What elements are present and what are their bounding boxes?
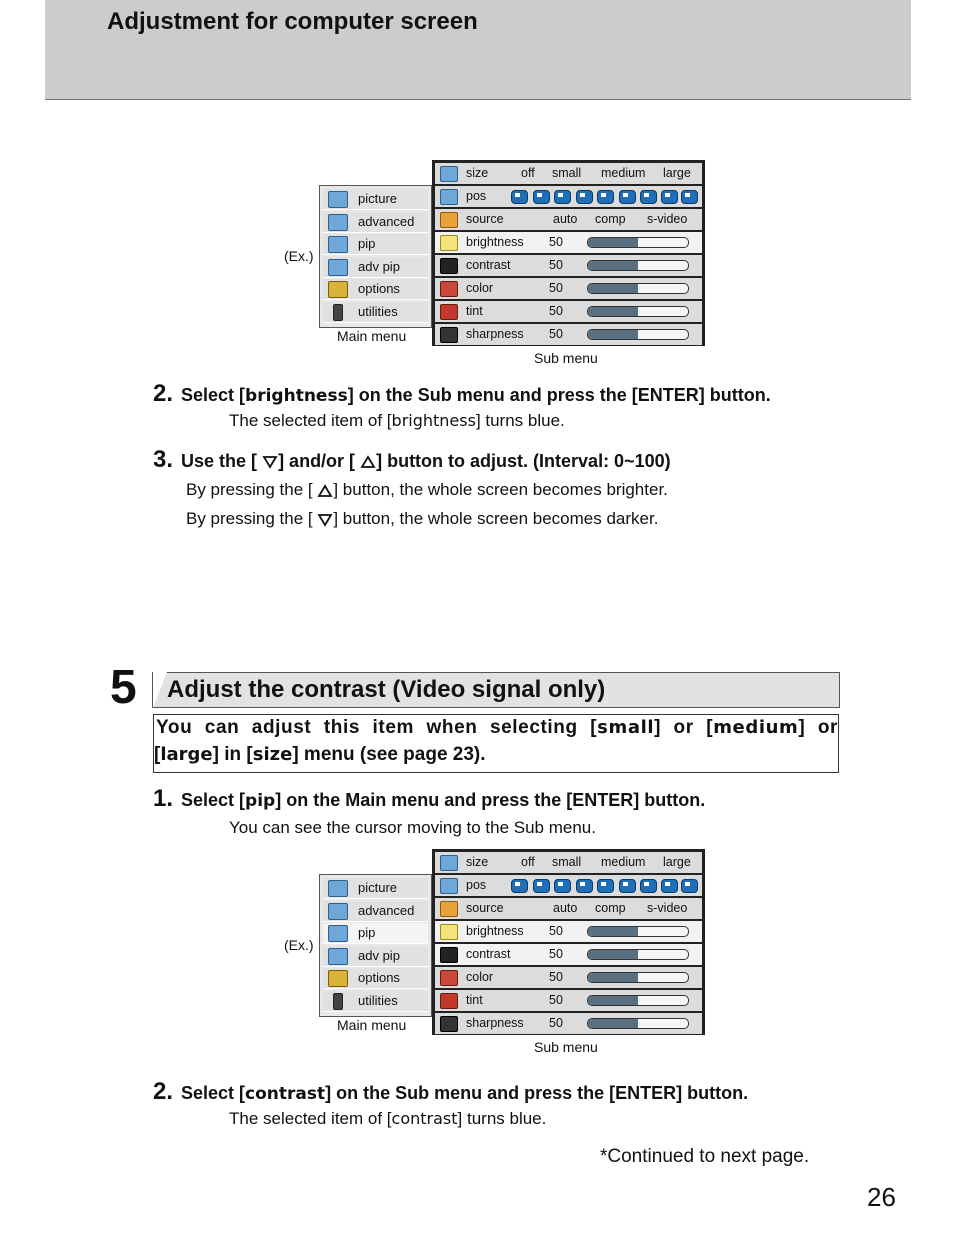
step-number: 2. (153, 1078, 174, 1105)
step-description (229, 1109, 546, 1129)
source-icon (440, 901, 458, 917)
row-label: tint (466, 304, 483, 318)
menu-item-label: pip (358, 925, 376, 940)
color-icon (440, 970, 458, 986)
row-label: size (466, 166, 489, 180)
row-label: sharpness (466, 1016, 524, 1030)
main-menu-item-adv-pip[interactable] (323, 257, 428, 278)
tint-slider[interactable] (587, 995, 689, 1006)
step-2-brightness (153, 380, 771, 408)
row-value: 50 (549, 1016, 563, 1030)
slider-fill (588, 996, 638, 1005)
source-option-auto[interactable]: auto (553, 212, 578, 226)
row-label: sharpness (466, 327, 524, 341)
desc-text: ] turns blue. (475, 411, 565, 430)
contrast-icon (440, 258, 458, 274)
slider-fill (588, 1019, 638, 1028)
sharpness-icon (440, 327, 458, 343)
sub-menu-row-sharpness[interactable] (435, 1013, 702, 1034)
desc-text: By pressing the [ (186, 509, 313, 528)
pos-button-icon[interactable] (576, 190, 593, 204)
pip-icon (328, 236, 348, 253)
step-text: Select [ (181, 790, 246, 810)
size-option-off[interactable]: off (521, 855, 535, 869)
menu-item-label: options (358, 281, 400, 296)
sub-menu-row-size[interactable] (435, 852, 702, 873)
step-text: Use the [ (181, 451, 258, 471)
main-menu-item-options[interactable] (323, 968, 428, 989)
menu-item-label: advanced (358, 903, 415, 918)
pos-button-icon[interactable] (681, 879, 698, 893)
tint-icon (440, 304, 458, 320)
desc-text: ] button, the whole screen becomes brighter. (333, 480, 668, 499)
step-number: 2. (153, 380, 174, 407)
sub-menu (432, 160, 705, 346)
note-text: ] or (798, 717, 839, 738)
advanced-icon (328, 214, 348, 231)
tint-icon (440, 993, 458, 1009)
slider-fill (588, 238, 638, 247)
sub-menu-row-tint[interactable] (435, 301, 702, 322)
note-text: You can adjust this item when selecting [ (156, 717, 598, 738)
adv-pip-icon (328, 948, 348, 965)
main-menu-item-utilities[interactable] (323, 991, 428, 1012)
sharpness-slider[interactable] (587, 1018, 689, 1029)
pos-button-icon[interactable] (511, 190, 528, 204)
note-text: ] in [ (212, 744, 253, 765)
step-text: ] button to adjust. (Interval: 0~100) (376, 451, 671, 471)
section-title: Adjust the contrast (Video signal only) (167, 676, 606, 703)
pos-button-icon[interactable] (511, 879, 528, 893)
pip-icon (328, 925, 348, 942)
main-menu-caption: Main menu (337, 328, 407, 344)
step-text: ] on the Sub menu and press the [ENTER] button. (347, 385, 771, 405)
contrast-slider[interactable] (587, 260, 689, 271)
brightness-slider[interactable] (587, 926, 689, 937)
row-label: color (466, 281, 494, 295)
row-label: size (466, 855, 489, 869)
source-option-s-video[interactable]: s-video (647, 901, 688, 915)
sharpness-slider[interactable] (587, 329, 689, 340)
step-item: contrast (245, 1084, 326, 1104)
size-option-small[interactable]: small (552, 855, 582, 869)
slider-fill (588, 330, 638, 339)
size-option-off[interactable]: off (521, 166, 535, 180)
note-item: small (597, 717, 655, 738)
pos-button-icon[interactable] (661, 879, 678, 893)
pos-button-icon[interactable] (640, 190, 657, 204)
step-item: pip (245, 791, 276, 811)
slider-fill (588, 950, 638, 959)
row-value: 50 (549, 993, 563, 1007)
pos-button-icon[interactable] (533, 190, 550, 204)
color-slider[interactable] (587, 283, 689, 294)
main-menu-item-adv-pip[interactable] (323, 946, 428, 967)
row-value: 50 (549, 304, 563, 318)
step-item: brightness (245, 386, 348, 406)
sub-menu-row-color[interactable] (435, 967, 702, 988)
options-icon (328, 970, 348, 987)
main-menu-caption: Main menu (337, 1017, 407, 1033)
slider-fill (588, 973, 638, 982)
sharpness-icon (440, 1016, 458, 1032)
row-label: contrast (466, 258, 511, 272)
desc-text: By pressing the [ (186, 480, 313, 499)
source-option-comp[interactable]: comp (595, 212, 626, 226)
main-menu-item-pip[interactable] (323, 923, 428, 944)
size-option-large[interactable]: large (663, 166, 691, 180)
row-label: tint (466, 993, 483, 1007)
pos-button-icon[interactable] (533, 879, 550, 893)
main-menu (319, 874, 432, 1017)
pos-button-icon[interactable] (554, 879, 571, 893)
contrast-slider[interactable] (587, 949, 689, 960)
menu-item-label: options (358, 970, 400, 985)
size-option-large[interactable]: large (663, 855, 691, 869)
source-option-auto[interactable]: auto (553, 901, 578, 915)
note-line (156, 717, 838, 739)
step-description: You can see the cursor moving to the Sub menu. (229, 818, 596, 837)
row-label: source (466, 212, 504, 226)
sub-menu-row-brightness[interactable] (435, 921, 702, 942)
note-item: medium (713, 717, 799, 738)
size-icon (440, 166, 458, 182)
sub-menu-row-tint[interactable] (435, 990, 702, 1011)
tint-slider[interactable] (587, 306, 689, 317)
up-triangle-icon (317, 484, 333, 498)
down-triangle-icon (262, 455, 278, 469)
example-label: (Ex.) (284, 248, 314, 264)
desc-text: ] button, the whole screen becomes darker. (333, 509, 659, 528)
color-icon (440, 281, 458, 297)
pos-button-icon[interactable] (554, 190, 571, 204)
note-line (154, 744, 486, 766)
section-heading (152, 672, 840, 708)
menu-item-label: picture (358, 191, 398, 206)
brightness-sun-icon (440, 924, 458, 940)
menu-item-label: adv pip (358, 948, 400, 963)
row-value: 50 (549, 327, 563, 341)
row-label: source (466, 901, 504, 915)
continued-note: *Continued to next page. (600, 1146, 810, 1167)
main-menu-item-pip[interactable] (323, 234, 428, 255)
page-title: Adjustment for computer screen (107, 8, 478, 35)
sub-menu-row-pos[interactable] (435, 186, 702, 207)
main-menu (319, 185, 432, 328)
main-menu-item-picture[interactable] (323, 189, 428, 210)
menu-item-label: utilities (358, 993, 398, 1008)
brightness-sun-icon (440, 235, 458, 251)
slider-fill (588, 261, 638, 270)
main-menu-item-advanced[interactable] (323, 212, 428, 233)
row-label: brightness (466, 924, 524, 938)
slider-fill (588, 927, 638, 936)
page-number: 26 (867, 1182, 896, 1212)
down-button-description (186, 509, 658, 529)
pos-button-icon[interactable] (597, 190, 614, 204)
up-triangle-icon (360, 455, 376, 469)
menu-item-label: advanced (358, 214, 415, 229)
note-box (153, 714, 839, 773)
pos-button-icon[interactable] (576, 879, 593, 893)
row-value: 50 (549, 258, 563, 272)
desc-text: The selected item of [ (229, 1109, 392, 1128)
step-text: ] on the Main menu and press the [ENTER] button. (275, 790, 706, 810)
step-text: Select [ (181, 1083, 246, 1103)
desc-item: contrast (391, 1109, 458, 1128)
adv-pip-icon (328, 259, 348, 276)
menu-item-label: utilities (358, 304, 398, 319)
sub-menu-row-source[interactable] (435, 898, 702, 919)
sub-menu-row-size[interactable] (435, 163, 702, 184)
pos-button-icon[interactable] (619, 190, 636, 204)
brightness-slider[interactable] (587, 237, 689, 248)
step-2-contrast (153, 1078, 748, 1106)
menu-figure (284, 849, 704, 1059)
contrast-icon (440, 947, 458, 963)
step-number: 3. (153, 446, 174, 473)
note-text: [ (154, 744, 161, 765)
slider-fill (588, 284, 638, 293)
menu-figure (284, 160, 704, 370)
picture-icon (328, 880, 348, 897)
pos-button-icon[interactable] (640, 879, 657, 893)
step-text: ] on the Sub menu and press the [ENTER] button. (325, 1083, 749, 1103)
size-option-small[interactable]: small (552, 166, 582, 180)
sub-menu-row-sharpness[interactable] (435, 324, 702, 345)
desc-text: The selected item of [ (229, 411, 392, 430)
section-number: 5 (110, 661, 137, 714)
sub-menu-row-contrast[interactable] (435, 255, 702, 276)
menu-item-label: picture (358, 880, 398, 895)
menu-item-label: pip (358, 236, 376, 251)
advanced-icon (328, 903, 348, 920)
row-label: color (466, 970, 494, 984)
options-icon (328, 281, 348, 298)
row-label: pos (466, 189, 487, 203)
utilities-icon (333, 993, 343, 1010)
step-3-adjust (153, 446, 671, 474)
heading-slant (153, 672, 167, 708)
step-number: 1. (153, 785, 174, 812)
source-option-comp[interactable]: comp (595, 901, 626, 915)
sub-menu (432, 849, 705, 1035)
note-item: large (160, 744, 213, 765)
row-label: brightness (466, 235, 524, 249)
sub-menu-row-pos[interactable] (435, 875, 702, 896)
row-value: 50 (549, 281, 563, 295)
size-icon (440, 855, 458, 871)
size-option-medium[interactable]: medium (601, 855, 646, 869)
note-text: ] menu (see page 23). (292, 744, 486, 765)
main-menu-item-picture[interactable] (323, 878, 428, 899)
pos-button-icon[interactable] (619, 879, 636, 893)
desc-item: brightness (391, 411, 476, 430)
main-menu-item-advanced[interactable] (323, 901, 428, 922)
utilities-icon (333, 304, 343, 321)
pos-button-icon[interactable] (681, 190, 698, 204)
sub-menu-row-source[interactable] (435, 209, 702, 230)
menu-item-label: adv pip (358, 259, 400, 274)
note-item: size (252, 744, 293, 765)
up-button-description (186, 480, 668, 500)
pos-icon (440, 878, 458, 894)
row-label: contrast (466, 947, 511, 961)
source-option-s-video[interactable]: s-video (647, 212, 688, 226)
row-value: 50 (549, 970, 563, 984)
note-text: ] or [ (654, 717, 714, 738)
sub-menu-row-color[interactable] (435, 278, 702, 299)
row-value: 50 (549, 947, 563, 961)
source-icon (440, 212, 458, 228)
step-1-pip (153, 785, 705, 813)
pos-icon (440, 189, 458, 205)
example-label: (Ex.) (284, 937, 314, 953)
sub-menu-row-contrast[interactable] (435, 944, 702, 965)
slider-fill (588, 307, 638, 316)
down-triangle-icon (317, 513, 333, 527)
step-description (229, 411, 565, 431)
row-label: pos (466, 878, 487, 892)
color-slider[interactable] (587, 972, 689, 983)
size-option-medium[interactable]: medium (601, 166, 646, 180)
main-menu-item-utilities[interactable] (323, 302, 428, 323)
step-text: ] and/or [ (278, 451, 356, 471)
sub-menu-caption: Sub menu (534, 1039, 598, 1055)
row-value: 50 (549, 924, 563, 938)
desc-text: ] turns blue. (457, 1109, 547, 1128)
pos-button-icon[interactable] (597, 879, 614, 893)
sub-menu-row-brightness[interactable] (435, 232, 702, 253)
main-menu-item-options[interactable] (323, 279, 428, 300)
sub-menu-caption: Sub menu (534, 350, 598, 366)
row-value: 50 (549, 235, 563, 249)
picture-icon (328, 191, 348, 208)
step-text: Select [ (181, 385, 246, 405)
pos-button-icon[interactable] (661, 190, 678, 204)
